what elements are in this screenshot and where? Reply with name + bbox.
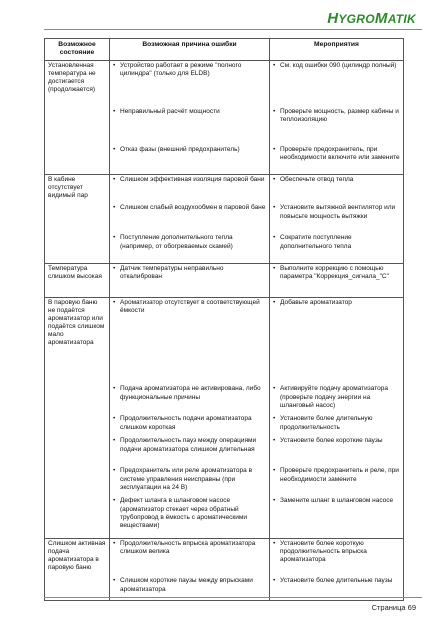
table-row [45,61,404,107]
page-number: Страница 69 [371,603,416,612]
cell-state [45,384,110,414]
action-text: Установите более короткую продолжительность впрыска ароматизатора [280,539,367,564]
action-text: Установите более длительные паузы [280,577,393,585]
bullet-icon: • [113,204,116,212]
action-bullet-item [273,577,400,585]
bullet-icon: • [273,577,276,585]
action-bullet-item [273,540,400,564]
cause-bullet-item [113,467,266,491]
cause-bullet-item [113,497,266,529]
cell-cause [110,414,270,436]
action-text: Проверьте предохранитель, при необходимости включите или замените [280,145,400,161]
bullet-icon: • [113,539,116,547]
cell-action [270,384,404,414]
bullet-icon: • [273,385,276,393]
cell-state: Слишком активная подача ароматизатора в паровую баню [45,538,110,576]
table-row [45,145,404,175]
action-text: Выполните коррекцию с помощью параметра "Коррекция_сигнала_"C" [280,264,389,281]
table-row [45,466,404,496]
action-bullet-item [273,204,400,220]
cell-state: В кабине отсутствует видимый пар [45,175,110,204]
cause-text: Поступление дополнительного тепла (например, от обогреваемых скамей) [120,234,233,250]
action-text: См. код ошибки 090 (цилиндр полный) [280,62,397,70]
cell-action [270,145,404,175]
cause-text: Предохранитель или реле ароматизатора в системе управления неисправны (при эксплуатации на 24 В) [120,467,253,491]
hygromatik-logo: HYGROMATIK [327,10,416,27]
cause-bullet-item [113,577,266,593]
cell-action [270,175,404,204]
cause-text: Отказ фазы (внешний предохранитель) [120,145,240,153]
cell-state [45,414,110,436]
bullet-icon: • [113,577,116,585]
bullet-icon: • [273,467,276,475]
header-cause: Возможная причина ошибки [110,39,270,61]
action-bullet-item [273,299,400,307]
table-row [45,233,404,263]
cause-bullet-item [113,415,266,431]
cause-text: Датчик температуры неправильно откалиброван [120,264,224,281]
action-bullet-item [273,108,400,124]
cause-text: Устройство работает в режиме "полного цилиндра" (только для ELDB) [120,62,242,78]
bullet-icon: • [273,176,276,184]
cell-cause [110,203,270,233]
bullet-icon: • [113,234,116,242]
header-divider [44,29,422,30]
cause-bullet-item [113,437,266,453]
bullet-icon: • [113,298,116,306]
action-bullet-item [273,437,400,445]
cell-state [45,203,110,233]
cause-text: Продолжительность подачи ароматизатора слишком короткая [120,415,252,431]
cell-cause [110,107,270,145]
cell-state [45,233,110,263]
cell-cause [110,145,270,175]
table-header-row [45,39,404,61]
bullet-icon: • [273,145,276,153]
bullet-icon: • [273,204,276,212]
bullet-icon: • [273,234,276,242]
cell-cause [110,263,270,297]
action-text: Активируйте подачу ароматизатора (проверьте подачу энергии на шланговый насос) [280,385,388,409]
action-text: Установите более короткие паузы [280,437,383,445]
table-row [45,496,404,538]
header-state: Возможное состояние [45,39,110,61]
cause-bullet-item [113,204,266,212]
cell-action [270,263,404,297]
cause-text: Слишком эффективная изоляция паровой бани [120,176,265,184]
cause-text: Слишком слабый воздухообмен в паровой бане [120,204,266,212]
cause-bullet-item [113,265,266,281]
action-bullet-item [273,497,400,505]
bullet-icon: • [113,107,116,115]
cell-state [45,466,110,496]
table-row [45,107,404,145]
cell-state: Температура слишком высокая [45,263,110,297]
bullet-icon: • [273,415,276,423]
cell-cause [110,538,270,576]
cell-cause [110,436,270,466]
cell-cause [110,466,270,496]
header-action: Мероприятия [270,39,404,61]
cell-action [270,496,404,538]
action-bullet-item [273,265,400,281]
action-bullet-item [273,415,400,431]
table-row [45,175,404,204]
troubleshooting-table [44,38,404,601]
table-row [45,263,404,297]
cause-text: Неправильный расчёт мощности [120,107,220,115]
bullet-icon: • [113,62,116,70]
cause-text: Продолжительность пауз между операциями подачи ароматизатора слишком длительная [120,437,257,453]
action-bullet-item [273,467,400,483]
cause-text: Ароматизатор отсутствует в соответствующей ёмкости [120,298,260,315]
cell-action [270,107,404,145]
bullet-icon: • [273,264,276,272]
table-row [45,297,404,384]
footer-divider [44,597,422,598]
cell-state [45,107,110,145]
cell-cause [110,496,270,538]
table-row [45,384,404,414]
cause-bullet-item [113,385,266,401]
cause-bullet-item [113,540,266,556]
cause-bullet-item [113,299,266,315]
action-text: Установите вытяжной вентилятор или повысьте мощность вытяжки [280,204,396,220]
cell-cause [110,233,270,263]
cell-state: В паровую баню не подаётся ароматизатор или подаётся слишком мало ароматизатора [45,297,110,384]
table-row [45,203,404,233]
action-bullet-item [273,62,400,70]
cause-bullet-item [113,146,266,154]
cell-cause [110,297,270,384]
action-text: Замените шланг в шланговом насосе [280,497,394,505]
cell-state [45,496,110,538]
cell-action [270,436,404,466]
action-text: Установите более длительную продолжительность [280,415,373,431]
table-row [45,538,404,576]
cause-bullet-item [113,62,266,78]
cell-state: Установленная температура не достигается (продолжается) [45,61,110,107]
action-text: Добавьте ароматизатор [280,298,352,306]
cell-action [270,61,404,107]
bullet-icon: • [273,62,276,70]
cell-action [270,203,404,233]
action-bullet-item [273,146,400,162]
action-text: Сократите поступление дополнительного тепла [280,234,352,250]
bullet-icon: • [113,497,116,505]
cause-bullet-item [113,234,266,250]
bullet-icon: • [113,385,116,393]
action-bullet-item [273,385,400,409]
cell-action [270,414,404,436]
cause-bullet-item [113,176,266,184]
bullet-icon: • [113,145,116,153]
cause-text: Продолжительность впрыска ароматизатора слишком велика [120,539,256,556]
cell-state [45,436,110,466]
action-text: Обеспечьте отвод тепла [280,176,354,184]
table-row [45,436,404,466]
action-text: Проверьте мощность, размер кабины и теплоизоляцию [280,107,399,123]
bullet-icon: • [273,539,276,547]
bullet-icon: • [113,415,116,423]
bullet-icon: • [113,467,116,475]
cell-cause [110,61,270,107]
bullet-icon: • [113,264,116,272]
cause-bullet-item [113,108,266,116]
bullet-icon: • [273,437,276,445]
cause-text: Слишком короткие паузы между впрысками ароматизатора [120,577,253,593]
bullet-icon: • [273,497,276,505]
cell-cause [110,384,270,414]
table-row [45,414,404,436]
cell-state [45,145,110,175]
cell-action [270,538,404,576]
cause-text: Подача ароматизатора не активирована, либо функциональные причины [120,385,261,401]
action-bullet-item [273,176,400,184]
bullet-icon: • [113,176,116,184]
action-text: Проверьте предохранитель и реле, при необходимости замените [280,467,399,483]
cell-cause [110,175,270,204]
cause-text: Дефект шланга в шланговом насосе (ароматизатор стекает через обратный трубопровод в ёмкость с ароматическими веществами) [120,497,247,529]
cell-action [270,466,404,496]
action-bullet-item [273,234,400,250]
bullet-icon: • [273,298,276,306]
bullet-icon: • [113,437,116,445]
cell-action [270,297,404,384]
cell-action [270,233,404,263]
bullet-icon: • [273,107,276,115]
